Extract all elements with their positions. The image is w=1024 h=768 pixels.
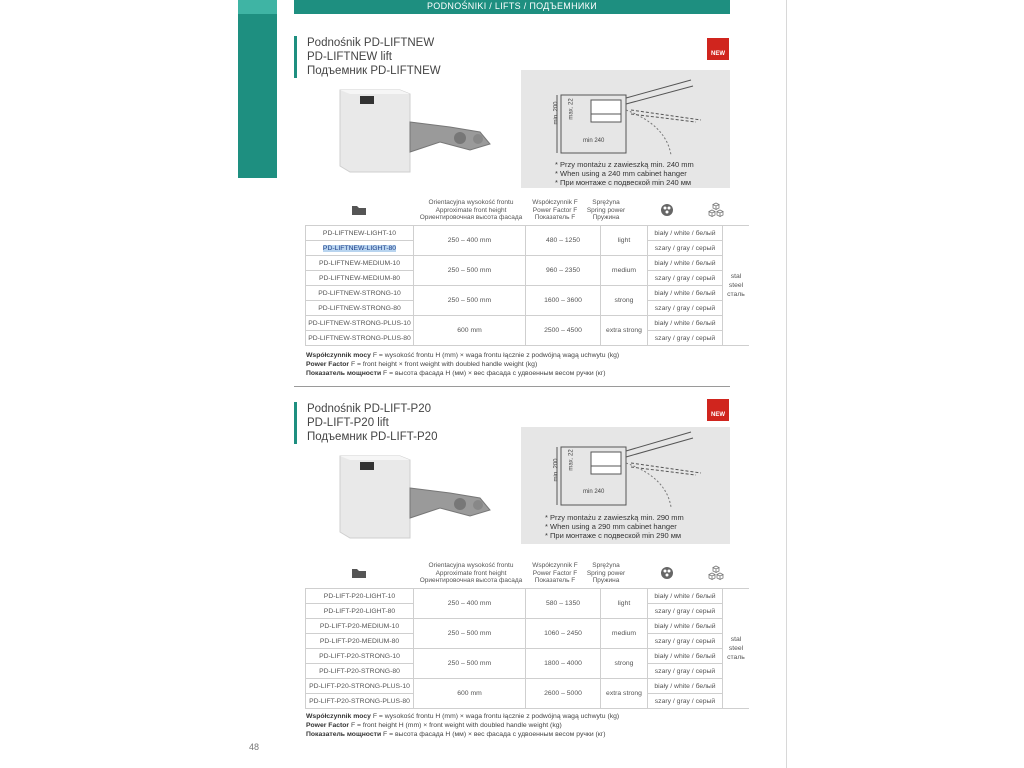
color-cell: szary / gray / серый: [648, 271, 723, 286]
footnote-term: Показатель мощности: [306, 731, 382, 738]
footnote-term: Показатель мощности: [306, 370, 382, 377]
header-text: Approximate front height: [435, 569, 507, 577]
header-front-height: [414, 562, 528, 585]
model-cell: PD-LIFT-P20-STRONG-80: [306, 664, 414, 679]
footnote-text: F = высота фасада H (мм) × вес фасада с удвоенным весом ручки (кг): [381, 731, 606, 738]
front-height-cell: 250 – 400 mm: [414, 589, 526, 619]
footnote-text: F = front height H (mm) × front weight with doubled handle weight (kg): [349, 722, 562, 729]
footnote-term: Współczynnik mocy: [306, 713, 371, 720]
model-cell: [306, 241, 414, 256]
color-cell: biały / white / белый: [648, 256, 723, 271]
mounting-diagram: [521, 427, 730, 544]
section-divider: [294, 386, 730, 387]
header-spring: [583, 562, 629, 585]
model-cell: PD-LIFT-P20-MEDIUM-10: [306, 619, 414, 634]
diagram-drawing: [521, 427, 730, 512]
section-title: [294, 402, 437, 444]
color-cell: szary / gray / серый: [648, 664, 723, 679]
model-cell: PD-LIFTNEW-STRONG-10: [306, 286, 414, 301]
cubes-icon: [708, 565, 724, 581]
footnotes: [306, 712, 619, 739]
footnote-line: [306, 360, 619, 369]
footnote-text: F = wysokość frontu H (mm) × waga frontu łącznie z podwójną wagą uchwytu (kg): [370, 352, 620, 359]
color-cell: szary / gray / серый: [648, 604, 723, 619]
header-power-factor: [527, 562, 583, 585]
front-height-cell: 250 – 500 mm: [414, 286, 526, 316]
spec-table: [305, 225, 749, 346]
color-cell: biały / white / белый: [648, 316, 723, 331]
side-accent-top: [238, 0, 277, 14]
material-text: сталь: [727, 291, 745, 298]
header-text: Spring power: [586, 569, 626, 577]
note-line: * Przy montażu z zawieszką min. 240 mm: [555, 160, 694, 169]
model-cell: PD-LIFTNEW-STRONG-80: [306, 301, 414, 316]
dim-label: max. 22: [568, 98, 575, 120]
header-text: Współczynnik F: [532, 562, 578, 569]
header-text: Współczynnik F: [532, 199, 578, 206]
palette-icon: [660, 203, 674, 217]
table-row: [306, 589, 750, 604]
note-line: * При монтаже с подвеской min 240 мм: [555, 178, 692, 187]
header-text: Показатель F: [534, 577, 576, 584]
palette-icon: [660, 566, 674, 580]
color-cell: biały / white / белый: [648, 589, 723, 604]
table-row: [306, 316, 750, 331]
page-header: PODNOŚNIKI / LIFTS / ПОДЪЕМНИКИ: [294, 0, 730, 14]
spring-cell: strong: [601, 649, 648, 679]
dim-label: max. 22: [568, 449, 575, 471]
spec-table: [305, 588, 749, 709]
spring-cell: light: [601, 226, 648, 256]
power-factor-cell: 2600 – 5000: [526, 679, 601, 709]
header-text: Orientacyjna wysokość frontu: [428, 562, 514, 569]
side-accent-bar: [238, 0, 277, 178]
lift-product-image: [330, 82, 510, 182]
power-factor-cell: 1600 – 3600: [526, 286, 601, 316]
model-cell: PD-LIFTNEW-STRONG-PLUS-10: [306, 316, 414, 331]
spring-cell: light: [601, 589, 648, 619]
model-cell: PD-LIFT-P20-STRONG-PLUS-80: [306, 694, 414, 709]
color-cell: szary / gray / серый: [648, 241, 723, 256]
folder-icon: [351, 567, 367, 579]
model-cell: PD-LIFT-P20-LIGHT-80: [306, 604, 414, 619]
title-line: PD-LIFT-P20 lift: [307, 417, 389, 429]
spring-cell: medium: [601, 619, 648, 649]
color-cell: szary / gray / серый: [648, 301, 723, 316]
footnote-term: Power Factor: [306, 361, 350, 368]
mounting-diagram: [521, 70, 730, 188]
header-text: Ориентировочная высота фасада: [419, 577, 523, 584]
model-cell: PD-LIFT-P20-MEDIUM-80: [306, 634, 414, 649]
material-text: stal: [730, 636, 742, 643]
spring-cell: extra strong: [601, 679, 648, 709]
material-cell: [723, 226, 750, 346]
footnote-text: F = высота фасада H (мм) × вес фасада с удвоенным весом ручки (кг): [381, 370, 606, 377]
footnote-line: [306, 721, 619, 730]
dim-label: min. 200: [553, 458, 560, 482]
footnote-line: [306, 712, 619, 721]
model-cell: PD-LIFTNEW-LIGHT-10: [306, 226, 414, 241]
material-text: stal: [730, 273, 742, 280]
footnote-term: Power Factor: [306, 722, 350, 729]
diagram-notes: [545, 513, 684, 540]
footnote-line: [306, 351, 619, 360]
power-factor-cell: 480 – 1250: [526, 226, 601, 256]
title-line: PD-LIFTNEW lift: [307, 51, 392, 63]
table-row: [306, 619, 750, 634]
color-cell: biały / white / белый: [648, 226, 723, 241]
header-text: Sprężyna: [592, 562, 620, 569]
footnote-term: Współczynnik mocy: [306, 352, 371, 359]
spring-cell: strong: [601, 286, 648, 316]
spring-cell: extra strong: [601, 316, 648, 346]
material-text: steel: [728, 645, 744, 652]
footnote-line: [306, 369, 619, 378]
table-row: [306, 286, 750, 301]
footnote-text: F = wysokość frontu H (mm) × waga frontu łącznie z podwójną wagą uchwytu (kg): [370, 713, 620, 720]
selected-model-text[interactable]: PD-LIFTNEW-LIGHT-80: [322, 244, 397, 252]
table-row: [306, 226, 750, 241]
power-factor-cell: 1800 – 4000: [526, 649, 601, 679]
title-line: Подъемник PD-LIFT-P20: [307, 431, 438, 443]
front-height-cell: 600 mm: [414, 679, 526, 709]
header-text: Ориентировочная высота фасада: [419, 214, 523, 221]
lift-product-image: [330, 448, 510, 548]
color-cell: szary / gray / серый: [648, 634, 723, 649]
power-factor-cell: 2500 – 4500: [526, 316, 601, 346]
header-front-height: [414, 199, 528, 222]
color-cell: szary / gray / серый: [648, 331, 723, 346]
header-text: Power Factor F: [532, 206, 578, 214]
header-text: Approximate front height: [435, 206, 507, 214]
model-cell: PD-LIFT-P20-STRONG-10: [306, 649, 414, 664]
front-height-cell: 250 – 400 mm: [414, 226, 526, 256]
table-row: [306, 649, 750, 664]
material-cell: [723, 589, 750, 709]
diagram-notes: [555, 160, 694, 187]
new-badge: NEW: [707, 38, 729, 60]
color-cell: biały / white / белый: [648, 619, 723, 634]
note-line: * When using a 290 mm cabinet hanger: [545, 522, 677, 531]
front-height-cell: 600 mm: [414, 316, 526, 346]
header-spring: [583, 199, 629, 222]
page-number: 48: [249, 742, 260, 752]
title-line: Podnośnik PD-LIFTNEW: [307, 37, 435, 49]
title-line: Подъемник PD-LIFTNEW: [307, 65, 441, 77]
power-factor-cell: 580 – 1350: [526, 589, 601, 619]
header-text: Sprężyna: [592, 199, 620, 206]
title-line: Podnośnik PD-LIFT-P20: [307, 403, 432, 415]
header-text: Пружина: [592, 214, 620, 221]
spring-cell: medium: [601, 256, 648, 286]
color-cell: szary / gray / серый: [648, 694, 723, 709]
cubes-icon: [708, 202, 724, 218]
color-cell: biały / white / белый: [648, 679, 723, 694]
header-text: Spring power: [586, 206, 626, 214]
dim-label: min 240: [583, 138, 605, 144]
diagram-drawing: [521, 70, 730, 160]
new-badge: NEW: [707, 399, 729, 421]
dim-label: min 240: [583, 489, 605, 495]
material-text: сталь: [727, 654, 745, 661]
note-line: * When using a 240 mm cabinet hanger: [555, 169, 687, 178]
section-title: [294, 36, 441, 78]
front-height-cell: 250 – 500 mm: [414, 619, 526, 649]
front-height-cell: 250 – 500 mm: [414, 256, 526, 286]
front-height-cell: 250 – 500 mm: [414, 649, 526, 679]
model-cell: PD-LIFT-P20-STRONG-PLUS-10: [306, 679, 414, 694]
model-cell: PD-LIFTNEW-MEDIUM-10: [306, 256, 414, 271]
model-cell: PD-LIFTNEW-MEDIUM-80: [306, 271, 414, 286]
table-row: [306, 256, 750, 271]
note-line: * Przy montażu z zawieszką min. 290 mm: [545, 513, 684, 522]
note-line: * При монтаже с подвеской min 290 мм: [545, 531, 682, 540]
model-cell: PD-LIFT-P20-LIGHT-10: [306, 589, 414, 604]
header-power-factor: [527, 199, 583, 222]
dim-label: min. 200: [553, 101, 560, 125]
color-cell: biały / white / белый: [648, 286, 723, 301]
header-text: Пружина: [592, 577, 620, 584]
header-text: Orientacyjna wysokość frontu: [428, 199, 514, 206]
model-cell: PD-LIFTNEW-STRONG-PLUS-80: [306, 331, 414, 346]
header-text: Показатель F: [534, 214, 576, 221]
header-text: Power Factor F: [532, 569, 578, 577]
footnote-text: F = front height × front weight with doubled handle weight (kg): [349, 361, 538, 368]
power-factor-cell: 1060 – 2450: [526, 619, 601, 649]
footnotes: [306, 351, 619, 378]
material-text: steel: [728, 282, 744, 289]
footnote-line: [306, 730, 619, 739]
color-cell: biały / white / белый: [648, 649, 723, 664]
folder-icon: [351, 204, 367, 216]
power-factor-cell: 960 – 2350: [526, 256, 601, 286]
table-row: [306, 679, 750, 694]
